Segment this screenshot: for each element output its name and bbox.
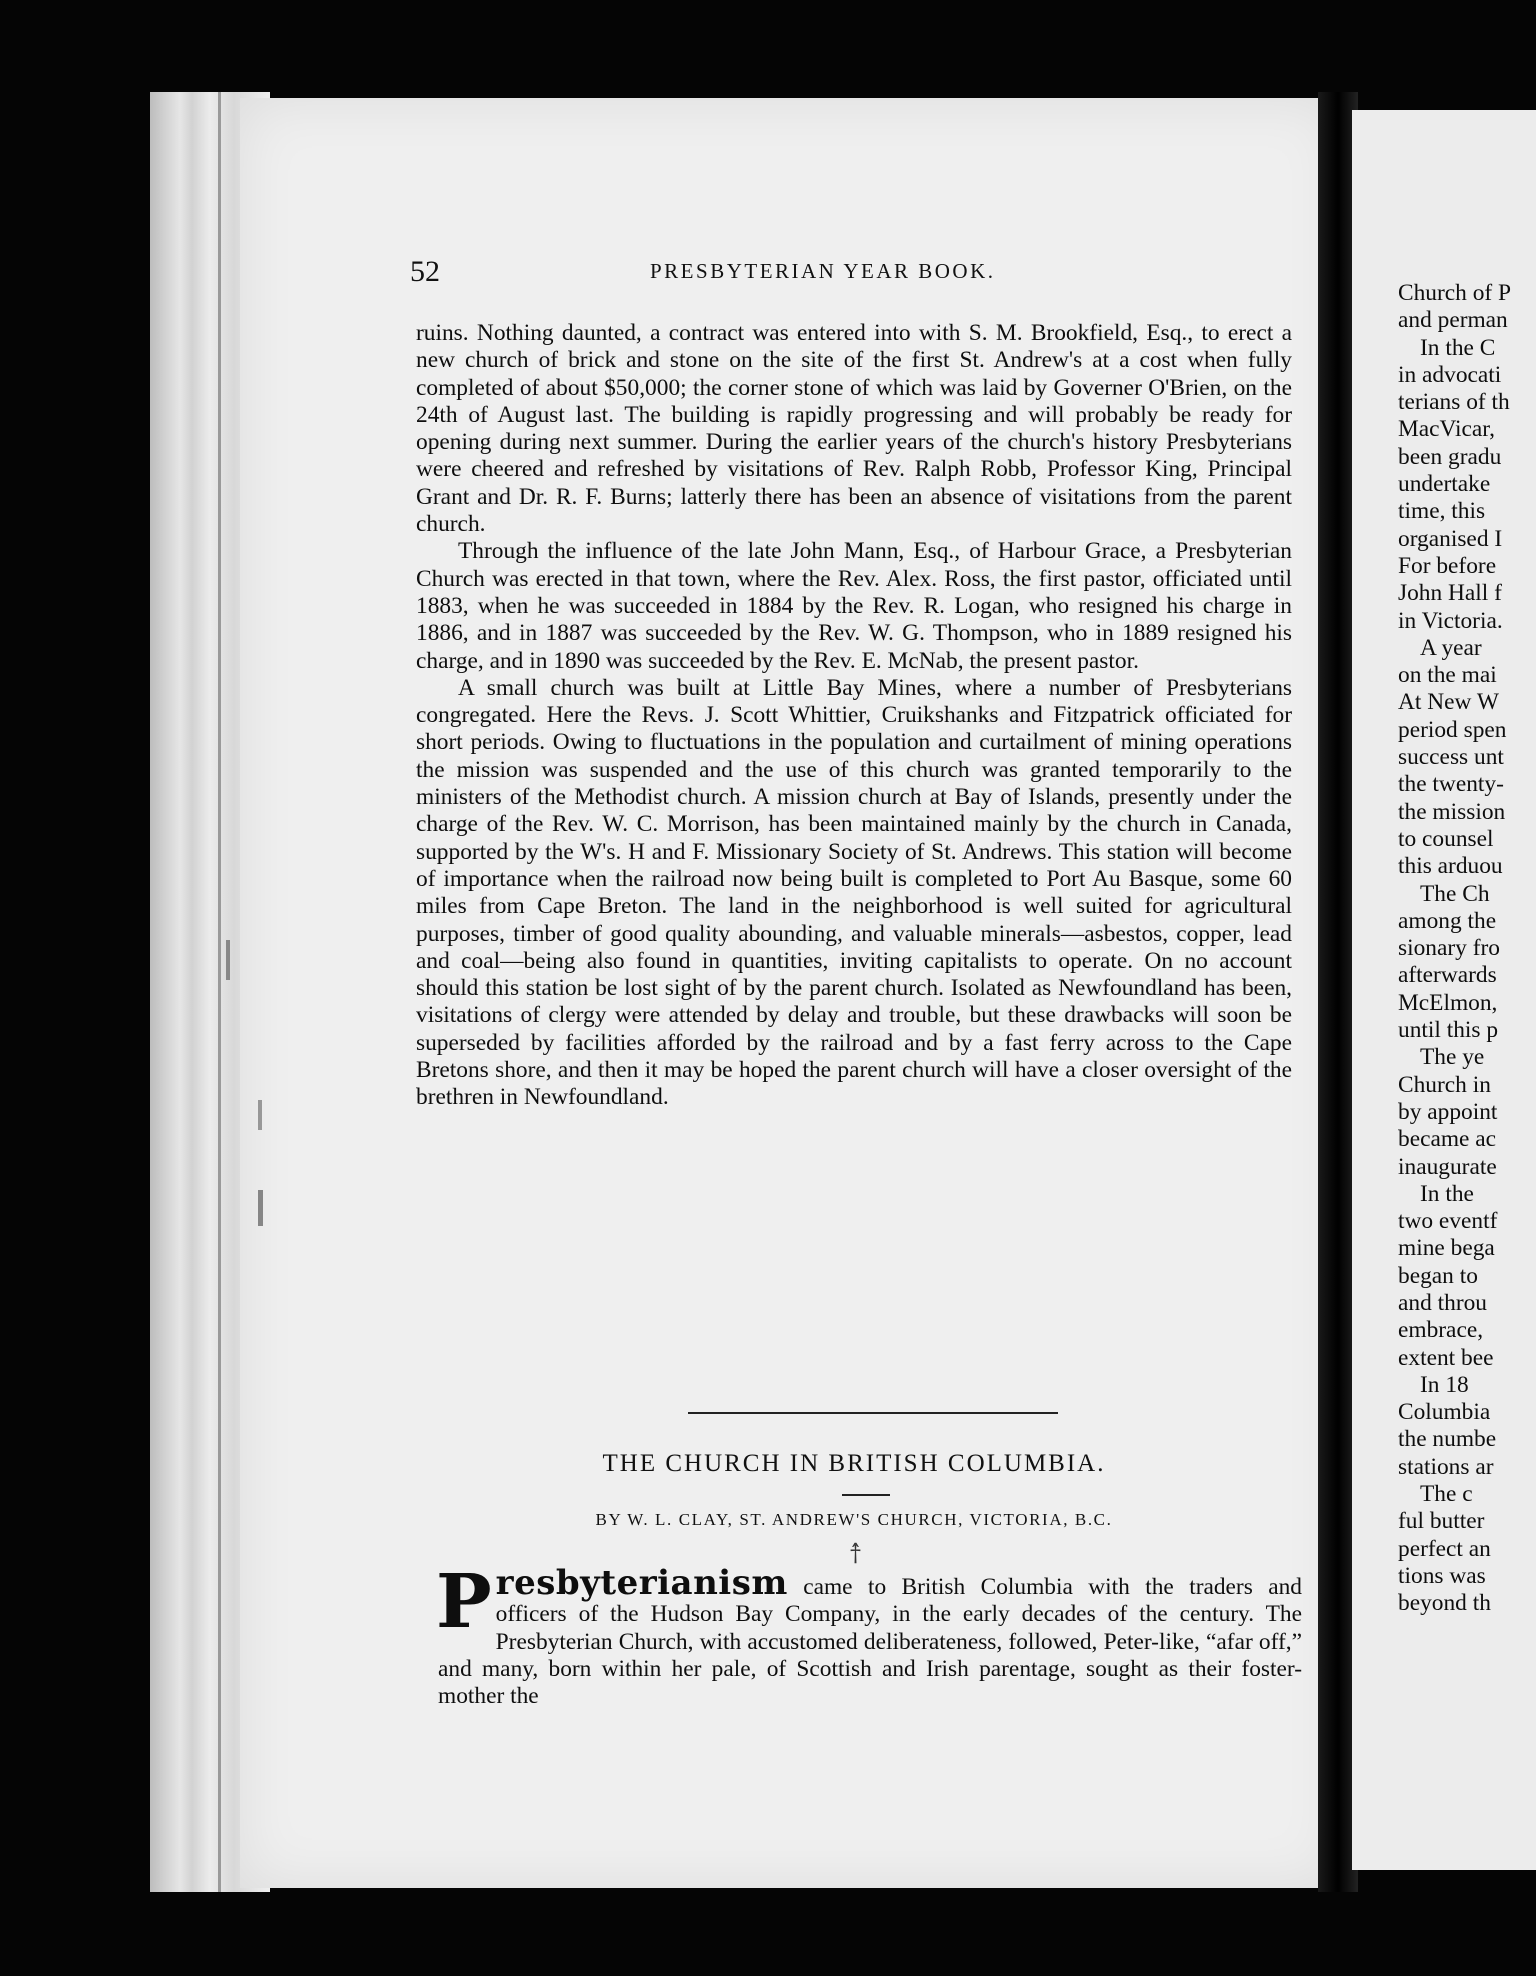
drop-cap: P (436, 1559, 492, 1645)
right-page-line: afterwards (1398, 962, 1497, 989)
right-page-line: MacVicar, (1398, 416, 1496, 443)
section-title: THE CHURCH IN BRITISH COLUMBIA. (602, 1450, 1106, 1477)
article-opening (436, 1559, 1302, 1710)
right-page-line: period spen (1398, 716, 1507, 743)
right-page-line: to counsel (1398, 825, 1494, 852)
opening-text: came to British Columbia with the traders and officers of the Hudson Bay Company, in the early decades of the century. The Presbyterian Church, with accustomed deliberateness, followed, Peter-like, “afar off,” and many, born within her pale, of Scottish and Irish parentage, sought as their foster-mother the (438, 1574, 1302, 1710)
right-page-line: A year (1420, 634, 1482, 661)
running-head: PRESBYTERIAN YEAR BOOK. (650, 259, 996, 283)
right-page-line: In 18 (1420, 1371, 1469, 1398)
right-page-line: organised I (1398, 525, 1503, 552)
right-page-line: by appoint (1398, 1098, 1498, 1125)
right-page-line: perfect an (1398, 1535, 1491, 1562)
margin-speck (226, 940, 230, 980)
paragraph: Through the influence of the late John Mann, Esq., of Harbour Grace, a Presbyterian Church was erected in that town, where the Rev. Alex. Ross, the first pastor, officiated until 1883, when he was succeeded in 1884 by the Rev. R. Logan, who resigned his charge in 1886, and in 1887 was succeeded by the Rev. W. G. Thompson, who in 1889 resigned his charge, and in 1890 was succeeded by the Rev. E. McNab, the present pastor. (416, 538, 1292, 674)
right-page-line: McElmon, (1398, 989, 1498, 1016)
margin-speck (258, 1190, 263, 1226)
section-divider-rule (688, 1412, 1058, 1414)
right-page-line: until this p (1398, 1017, 1499, 1044)
body-text (416, 320, 1292, 1112)
right-page-line: The c (1420, 1481, 1473, 1508)
right-page-line: The ye (1420, 1044, 1485, 1071)
right-page-line: inaugurate (1398, 1153, 1497, 1180)
right-page-line: Church in (1398, 1071, 1491, 1098)
right-page-line: on the mai (1398, 662, 1497, 689)
right-page-line: ful butter (1398, 1508, 1485, 1535)
right-page-line: In the (1420, 1180, 1474, 1207)
right-page-line: beyond th (1398, 1590, 1491, 1617)
right-page-line: For before (1398, 552, 1497, 579)
right-page-line: two eventf (1398, 1208, 1498, 1235)
right-page-line: success unt (1398, 744, 1504, 771)
right-page-line: undertake (1398, 471, 1491, 498)
drop-word: resbyterianism (495, 1563, 788, 1603)
title-underline-rule (842, 1494, 890, 1496)
paragraph: ruins. Nothing daunted, a contract was entered into with S. M. Brookfield, Esq., to erect a new church of brick and stone on the site of the first St. Andrew's at a cost when fully completed of about $50,000; the corner stone of which was laid by Governer O'Brien, on the 24th of August last. The building is rapidly progressing and will probably be ready for opening during next summer. During the earlier years of the church's history Presbyterians were cheered and refreshed by visitations of Rev. Ralph Robb, Professor King, Principal Grant and Dr. R. F. Burns; latterly there has been an absence of visitations from the parent church. (416, 320, 1292, 538)
right-page-line: began to (1398, 1262, 1478, 1289)
byline: BY W. L. CLAY, ST. ANDREW'S CHURCH, VICTORIA, B.C. (595, 1510, 1113, 1529)
right-page-line: Columbia (1398, 1399, 1491, 1426)
right-page-text (1398, 280, 1536, 1618)
right-page-line: embrace, (1398, 1317, 1484, 1344)
right-page-line: Church of P (1398, 280, 1512, 306)
right-page-line: mine bega (1398, 1235, 1495, 1262)
right-page-line: time, this (1398, 498, 1486, 525)
right-page-line: In the C (1420, 334, 1496, 361)
right-page-line: in Victoria. (1398, 607, 1503, 634)
right-page-line: and perman (1398, 307, 1508, 334)
right-page-line: tions was (1398, 1562, 1486, 1589)
right-page-line: the mission (1398, 798, 1506, 825)
right-page-line: stations ar (1398, 1453, 1494, 1480)
pencil-mark: †̂ (850, 1542, 861, 1567)
right-page-line: sionary fro (1398, 935, 1500, 962)
right-page-line: At New W (1398, 689, 1499, 716)
right-page-line: terians of th (1398, 389, 1510, 416)
page-number: 52 (410, 255, 440, 288)
margin-speck (258, 1100, 262, 1130)
right-page-line: The Ch (1420, 880, 1490, 907)
right-page-line: John Hall f (1398, 580, 1502, 607)
right-page-line: the numbe (1398, 1426, 1497, 1453)
right-page-line: the twenty- (1398, 771, 1504, 798)
right-page-line: among the (1398, 907, 1497, 934)
right-page-line: been gradu (1398, 443, 1502, 470)
right-page-line: this arduou (1398, 853, 1503, 880)
right-page-line: in advocati (1398, 361, 1502, 388)
right-page-line: extent bee (1398, 1344, 1494, 1371)
right-page-line: became ac (1398, 1126, 1497, 1153)
right-page-line: and throu (1398, 1289, 1487, 1316)
paragraph: A small church was built at Little Bay Mines, where a number of Presbyterians congregated. Here the Revs. J. Scott Whittier, Cruikshanks and Fitzpatrick officiated for short periods. Owing to fluctuations in the population and curtailment of mining operations the mission was suspended and the use of this church was granted temporarily to the ministers of the Methodist church. A mission church at Bay of Islands, presently under the charge of the Rev. W. C. Morrison, has been maintained mainly by the church in Canada, supported by the W's. H and F. Missionary Society of St. Andrews. This station will become of importance when the railroad now being built is completed to Port Au Basque, some 60 miles from Cape Breton. The land in the neighborhood is well suited for agricultural purposes, timber of good quality abounding, and valuable minerals—asbestos, copper, lead and coal—being also found in quantities, inviting capitalists to operate. On no account should this station be lost sight of by the parent church. Isolated as Newfoundland has been, visitations of clergy were attended by delay and trouble, but these drawbacks will soon be superseded by facilities afforded by the railroad and by a fast ferry across to the Cape Bretons shore, and then it may be hoped the parent church will have a closer oversight of the brethren in Newfoundland. (416, 674, 1292, 1111)
